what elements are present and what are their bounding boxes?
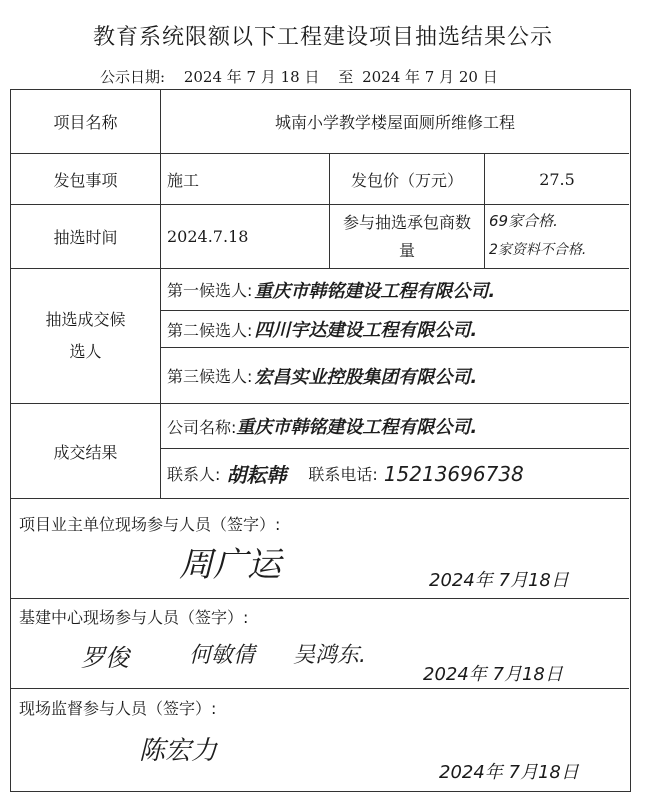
candidates-label: 抽选成交候选人 bbox=[45, 310, 126, 361]
result-table bbox=[10, 89, 631, 792]
project-name-value: 城南小学教学楼屋面厕所维修工程 bbox=[274, 113, 515, 132]
result-company-label: 公司名称: bbox=[167, 417, 237, 437]
contract-price-label: 发包价（万元） bbox=[350, 170, 463, 190]
result-contact bbox=[161, 449, 635, 498]
bidder-count-label: 参与抽选承包商数量 bbox=[342, 212, 471, 260]
candidate-1-value: 重庆市韩铭建设工程有限公司. bbox=[254, 280, 496, 302]
draw-time-value: 2024.7.18 bbox=[167, 227, 249, 246]
supervision-signature: 陈宏力 bbox=[139, 736, 218, 766]
candidate-2 bbox=[161, 311, 635, 347]
result-phone-value: 15213696738 bbox=[383, 461, 524, 486]
owner-signoff-date: 2024年 7月18日 bbox=[429, 570, 569, 591]
infra-signature-2: 何敏倩 bbox=[189, 643, 256, 668]
supervision-signoff-label: 现场监督参与人员（签字）: bbox=[19, 699, 217, 718]
infra-signoff-date: 2024年 7月18日 bbox=[423, 664, 563, 685]
candidate-1-label: 第一候选人: bbox=[167, 281, 253, 300]
page-title: 教育系统限额以下工程建设项目抽选结果公示 bbox=[92, 25, 553, 50]
contract-item-value: 施工 bbox=[167, 170, 200, 190]
candidate-3-value: 宏昌实业控股集团有限公司. bbox=[254, 366, 478, 388]
owner-signoff-label: 项目业主单位现场参与人员（签字）: bbox=[19, 515, 281, 534]
bidder-count-unqualified: 2家资料不合格. bbox=[489, 242, 587, 258]
contract-price-value: 27.5 bbox=[539, 169, 575, 189]
result-company bbox=[161, 404, 635, 448]
draw-time-label: 抽选时间 bbox=[53, 228, 118, 247]
result-contact-value: 胡耘韩 bbox=[226, 463, 287, 487]
infra-signoff-label: 基建中心现场参与人员（签字）: bbox=[19, 608, 249, 627]
period-end: 2024 年 7 月 20 日 bbox=[362, 68, 498, 86]
bidder-count-qualified: 69家合格. bbox=[489, 212, 558, 230]
period-sep: 至 bbox=[338, 68, 354, 86]
candidate-1 bbox=[161, 269, 635, 310]
result-phone-label: 联系电话: bbox=[308, 465, 378, 484]
supervision-signoff-date: 2024年 7月18日 bbox=[439, 762, 579, 783]
publicity-period bbox=[100, 66, 512, 87]
bidder-count-value bbox=[489, 207, 629, 267]
owner-signature: 周广运 bbox=[179, 545, 281, 585]
infra-signature-3: 吴鸿东. bbox=[293, 643, 366, 668]
contract-item-label: 发包事项 bbox=[53, 170, 118, 190]
candidate-2-value: 四川宇达建设工程有限公司. bbox=[254, 320, 478, 341]
candidate-3 bbox=[161, 348, 635, 403]
candidate-3-label: 第三候选人: bbox=[167, 367, 253, 386]
project-name-label: 项目名称 bbox=[53, 113, 118, 132]
period-label: 公示日期: bbox=[100, 68, 166, 86]
result-label: 成交结果 bbox=[53, 442, 118, 462]
result-company-value: 重庆市韩铭建设工程有限公司. bbox=[236, 417, 478, 438]
period-start: 2024 年 7 月 18 日 bbox=[183, 68, 320, 86]
result-contact-label: 联系人: bbox=[167, 465, 221, 484]
infra-signature-1: 罗俊 bbox=[81, 644, 129, 672]
candidate-2-label: 第二候选人: bbox=[167, 320, 253, 340]
